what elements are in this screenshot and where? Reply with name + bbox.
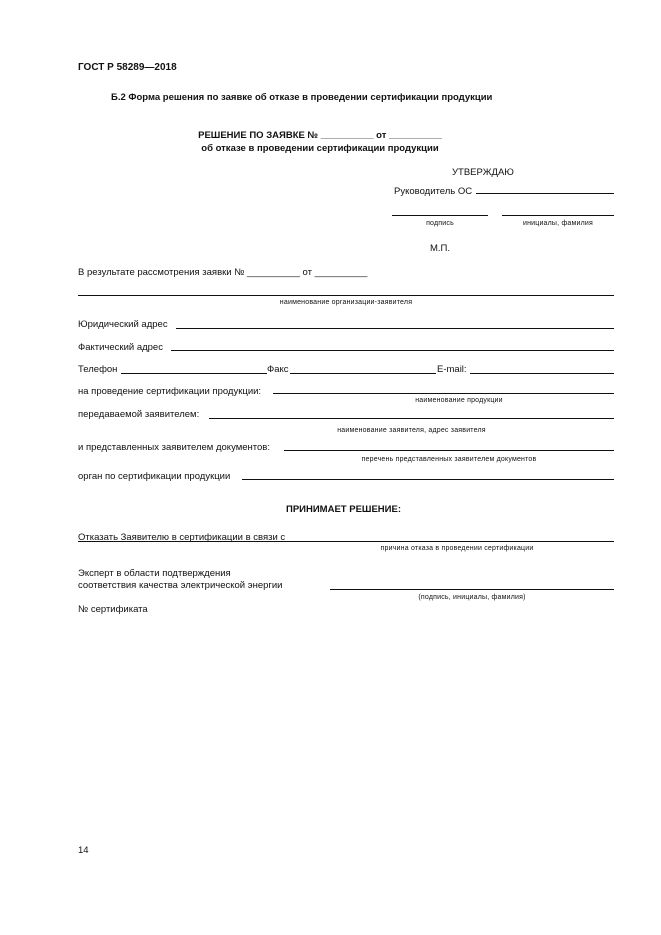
email-line[interactable]	[470, 373, 614, 374]
documents-caption: перечень представленных заявителем документов	[361, 456, 537, 463]
phone-line[interactable]	[121, 373, 267, 374]
documents-label: и представленных заявителем документов:	[78, 442, 270, 453]
actual-address-line[interactable]	[171, 350, 614, 351]
head-of-body-label: Руководитель ОС	[394, 186, 473, 197]
refuse-label: Отказать Заявителю в сертификации в связи с	[78, 532, 286, 543]
form-title-line2: об отказе в проведении сертификации продукции	[201, 143, 439, 154]
documents-line[interactable]	[284, 450, 614, 451]
form-title-line1: РЕШЕНИЕ ПО ЗАЯВКЕ № __________ от __________	[198, 130, 442, 141]
refuse-reason-line[interactable]	[78, 541, 614, 542]
email-label: E-mail:	[437, 364, 467, 375]
actual-address-label: Фактический адрес	[78, 342, 163, 353]
review-statement: В результате рассмотрения заявки № __________ от __________	[78, 267, 368, 278]
reason-caption: причина отказа в проведении сертификации	[380, 545, 534, 552]
fax-line[interactable]	[290, 373, 436, 374]
approve-label: УТВЕРЖДАЮ	[452, 167, 514, 178]
expert-label-line2: соответствия качества электрической энергии	[78, 580, 283, 591]
applicant-line[interactable]	[209, 418, 614, 419]
phone-label: Телефон	[78, 364, 118, 375]
expert-caption: (подпись, инициалы, фамилия)	[418, 594, 526, 601]
head-signature-line[interactable]	[476, 193, 614, 194]
organization-caption: наименование организации-заявителя	[279, 299, 413, 306]
expert-signature-line[interactable]	[330, 589, 614, 590]
legal-address-label: Юридический адрес	[78, 319, 168, 330]
expert-label-line1: Эксперт в области подтверждения	[78, 568, 231, 579]
certificate-number-label: № сертификата	[78, 604, 148, 615]
document-standard-header: ГОСТ Р 58289—2018	[78, 62, 177, 73]
transferred-label: передаваемой заявителем:	[78, 409, 200, 420]
initials-line[interactable]	[502, 215, 614, 216]
certification-body-line[interactable]	[242, 479, 614, 480]
product-line[interactable]	[273, 393, 614, 394]
initials-caption: инициалы, фамилия	[522, 220, 594, 227]
signature-caption: подпись	[426, 220, 454, 227]
product-caption: наименование продукции	[415, 397, 503, 404]
certification-body-label: орган по сертификации продукции	[78, 471, 231, 482]
legal-address-line[interactable]	[176, 328, 614, 329]
section-title: Б.2 Форма решения по заявке об отказе в проведении сертификации продукции	[111, 92, 493, 103]
organization-line[interactable]	[78, 295, 614, 296]
page-number: 14	[78, 845, 89, 856]
signature-line[interactable]	[392, 215, 488, 216]
cert-for-label: на проведение сертификации продукции:	[78, 386, 262, 397]
decision-heading: ПРИНИМАЕТ РЕШЕНИЕ:	[286, 504, 401, 515]
applicant-caption: наименование заявителя, адрес заявителя	[337, 427, 486, 434]
stamp-label: М.П.	[430, 243, 451, 254]
fax-label: Факс	[267, 364, 289, 375]
